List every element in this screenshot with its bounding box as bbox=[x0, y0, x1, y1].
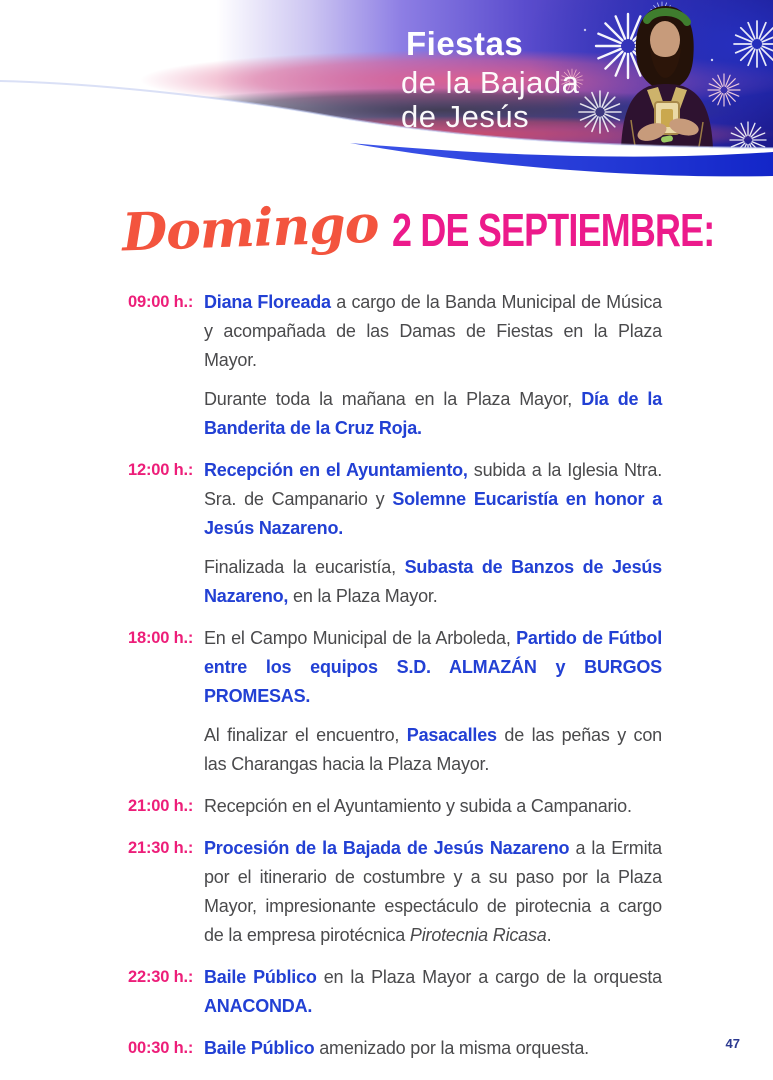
entry-paragraph bbox=[204, 1034, 662, 1063]
schedule-entry bbox=[128, 624, 662, 779]
page-title bbox=[121, 193, 773, 264]
entry-paragraph bbox=[204, 624, 662, 711]
text-run-plain: Recepción en el Ayuntamiento y subida a Campanario. bbox=[204, 796, 632, 816]
text-run-plain: a cargo de la Banda Municipal de Música y acompañada de las Damas de Fiestas en la Plaza Mayor. bbox=[204, 292, 662, 370]
schedule-entry bbox=[128, 1034, 662, 1063]
festival-banner bbox=[0, 0, 773, 178]
entry-time: 09:00 h.: bbox=[128, 293, 194, 311]
text-run-plain: Al finalizar el encuentro, bbox=[204, 725, 407, 745]
entry-paragraph bbox=[204, 963, 662, 1021]
page-title-date: 2 DE SEPTIEMBRE: bbox=[392, 204, 715, 256]
text-run-strong: Baile Público bbox=[204, 967, 317, 987]
text-run-plain: a la Ermita por el itinerario de costumbre y a su paso por la Plaza Mayor, impresionante espectáculo de pirotecnia a cargo de la empresa pirotécnica bbox=[204, 838, 662, 945]
entry-paragraph bbox=[204, 288, 662, 375]
entry-description bbox=[204, 288, 662, 443]
text-run-plain: de las peñas y con las Charangas hacia la Plaza Mayor. bbox=[204, 725, 662, 774]
entry-time: 22:30 h.: bbox=[128, 968, 194, 986]
schedule-entry bbox=[128, 288, 662, 443]
entry-paragraph bbox=[204, 834, 662, 950]
text-run-strong: Procesión de la Bajada de Jesús Nazareno bbox=[204, 838, 570, 858]
entry-description bbox=[204, 1034, 662, 1063]
entry-paragraph bbox=[204, 456, 662, 543]
text-run-strong: Pasacalles bbox=[406, 725, 497, 745]
schedule-entry bbox=[128, 834, 662, 950]
text-run-strong: Subasta de Banzos de Jesús Nazareno, bbox=[204, 557, 662, 606]
text-run-plain: amenizado por la misma orquesta. bbox=[314, 1038, 589, 1058]
text-run-plain: En el Campo Municipal de la Arboleda, bbox=[204, 628, 517, 648]
text-run-plain: en la Plaza Mayor. bbox=[288, 586, 438, 606]
schedule-entry bbox=[128, 792, 662, 821]
schedule bbox=[0, 288, 773, 1076]
entry-time: 12:00 h.: bbox=[128, 461, 194, 479]
entry-paragraph bbox=[204, 792, 662, 821]
text-run-plain: en la Plaza Mayor a cargo de la orquesta bbox=[316, 967, 662, 987]
text-run-strong: Solemne Eucaristía en honor a Jesús Nazareno. bbox=[204, 489, 663, 538]
entry-description bbox=[204, 456, 662, 611]
text-run-strong: Diana Floreada bbox=[204, 292, 331, 312]
text-run-plain: . bbox=[546, 925, 552, 945]
banner-title-line1: Fiestas bbox=[406, 25, 524, 62]
banner-title-line2: de la Bajada bbox=[401, 65, 580, 100]
banner-blue-ribbon bbox=[350, 143, 773, 176]
entry-time: 00:30 h.: bbox=[128, 1039, 194, 1057]
banner-photo bbox=[0, 0, 773, 178]
banner-title-line3: de Jesús bbox=[401, 99, 530, 134]
page-number: 47 bbox=[725, 1036, 740, 1051]
entry-time: 21:30 h.: bbox=[128, 839, 194, 857]
entry-paragraph bbox=[204, 553, 662, 611]
text-run-plain: subida a la Iglesia Ntra. Sra. de Campanario y bbox=[204, 460, 662, 509]
page-title-day: Domingo bbox=[121, 193, 380, 264]
schedule-entry bbox=[128, 456, 662, 611]
entry-description bbox=[204, 624, 662, 779]
entry-paragraph bbox=[204, 721, 662, 779]
text-run-strong: Baile Público bbox=[204, 1038, 315, 1058]
entry-time: 18:00 h.: bbox=[128, 629, 194, 647]
entry-time: 21:00 h.: bbox=[128, 797, 194, 815]
text-run-strong: Partido de Fútbol entre los equipos S.D. ALMAZÁN y BURGOS PROMESAS. bbox=[204, 628, 662, 706]
entry-description bbox=[204, 834, 662, 950]
text-run-italic: Pirotecnia Ricasa bbox=[409, 925, 547, 945]
entry-paragraph bbox=[204, 385, 662, 443]
entry-description bbox=[204, 963, 662, 1021]
text-run-strong: Recepción en el Ayuntamiento, bbox=[204, 460, 468, 480]
schedule-entry bbox=[128, 963, 662, 1021]
text-run-strong: Día de la Banderita de la Cruz Roja. bbox=[204, 389, 663, 438]
text-run-strong: ANACONDA. bbox=[204, 996, 313, 1016]
text-run-plain: Durante toda la mañana en la Plaza Mayor, bbox=[204, 389, 582, 409]
text-run-plain: Finalizada la eucaristía, bbox=[204, 557, 405, 577]
entry-description bbox=[204, 792, 662, 821]
